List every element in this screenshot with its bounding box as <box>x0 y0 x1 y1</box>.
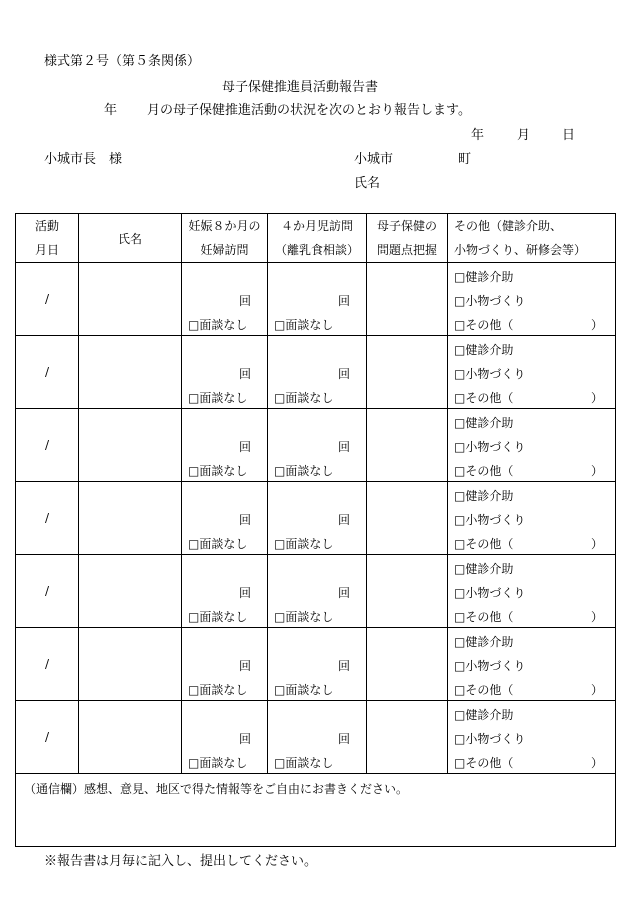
count-unit: 回 <box>238 659 251 673</box>
table-row <box>16 555 616 628</box>
craft-making-checkbox[interactable]: □小物づくり <box>454 732 526 746</box>
count-unit: 回 <box>238 732 251 746</box>
other-checkbox[interactable]: □その他（ <box>454 683 514 697</box>
other-cell <box>448 409 616 482</box>
name-label: 氏名 <box>354 176 381 191</box>
no-meeting-checkbox[interactable]: □面談なし <box>188 391 248 405</box>
note-row <box>16 774 616 847</box>
other-checkbox[interactable]: □その他（ <box>454 756 514 770</box>
form-number: 様式第２号（第５条関係） <box>44 54 201 69</box>
problem-cell[interactable] <box>367 482 448 555</box>
checkup-assist-checkbox[interactable]: □健診介助 <box>454 489 514 503</box>
header-infant-visit: ４か月児訪問 （離乳食相談） <box>268 214 367 263</box>
pregnant-visit-cell[interactable] <box>182 263 268 336</box>
infant-visit-cell[interactable] <box>268 409 367 482</box>
date-year-label: 年 <box>471 128 485 143</box>
infant-visit-cell[interactable] <box>268 336 367 409</box>
other-cell <box>448 263 616 336</box>
count-unit: 回 <box>337 586 350 600</box>
infant-visit-cell[interactable] <box>268 482 367 555</box>
craft-making-checkbox[interactable]: □小物づくり <box>454 586 526 600</box>
no-meeting-checkbox[interactable]: □面談なし <box>188 683 248 697</box>
intro-year: 年 <box>104 103 118 118</box>
intro-text: 月の母子保健推進活動の状況を次のとおり報告します。 <box>147 103 471 118</box>
date-month-label: 月 <box>517 128 531 143</box>
checkup-assist-checkbox[interactable]: □健診介助 <box>454 708 514 722</box>
activity-table <box>15 213 616 847</box>
count-unit: 回 <box>238 367 251 381</box>
table-row <box>16 409 616 482</box>
no-meeting-checkbox[interactable]: □面談なし <box>274 391 334 405</box>
checkup-assist-checkbox[interactable]: □健診介助 <box>454 416 514 430</box>
count-unit: 回 <box>337 732 350 746</box>
name-cell[interactable] <box>79 409 182 482</box>
problem-cell[interactable] <box>367 263 448 336</box>
date-cell[interactable]: / <box>16 409 79 482</box>
other-paren-close: ） <box>590 464 603 478</box>
form-title: 母子保健推進員活動報告書 <box>222 80 379 95</box>
date-cell[interactable]: / <box>16 263 79 336</box>
date-day-label: 日 <box>562 128 576 143</box>
count-unit: 回 <box>238 294 251 308</box>
table-row <box>16 701 616 774</box>
table-header <box>16 214 616 263</box>
other-paren-close: ） <box>590 610 603 624</box>
craft-making-checkbox[interactable]: □小物づくり <box>454 659 526 673</box>
header-name: 氏名 <box>79 214 182 263</box>
header-problem: 母子保健の 問題点把握 <box>367 214 448 263</box>
no-meeting-checkbox[interactable]: □面談なし <box>274 464 334 478</box>
count-unit: 回 <box>337 513 350 527</box>
problem-cell[interactable] <box>367 628 448 701</box>
craft-making-checkbox[interactable]: □小物づくり <box>454 440 526 454</box>
no-meeting-checkbox[interactable]: □面談なし <box>188 610 248 624</box>
count-unit: 回 <box>337 659 350 673</box>
pregnant-visit-cell[interactable] <box>182 409 268 482</box>
header-pregnant-visit: 妊娠８か月の 妊婦訪問 <box>182 214 268 263</box>
addressee: 小城市長 様 <box>44 152 123 167</box>
no-meeting-checkbox[interactable]: □面談なし <box>188 464 248 478</box>
other-cell <box>448 628 616 701</box>
pregnant-visit-cell[interactable] <box>182 701 268 774</box>
other-checkbox[interactable]: □その他（ <box>454 318 514 332</box>
count-unit: 回 <box>238 513 251 527</box>
header-other: その他（健診介助、 小物づくり、研修会等） <box>448 214 616 263</box>
checkup-assist-checkbox[interactable]: □健診介助 <box>454 343 514 357</box>
infant-visit-cell[interactable] <box>268 263 367 336</box>
other-checkbox[interactable]: □その他（ <box>454 610 514 624</box>
date-cell[interactable]: / <box>16 628 79 701</box>
city-label: 小城市 <box>354 152 394 167</box>
footer-note: ※報告書は月毎に記入し、提出してください。 <box>44 854 318 869</box>
table-row <box>16 336 616 409</box>
other-paren-close: ） <box>590 683 603 697</box>
pregnant-visit-cell[interactable] <box>182 628 268 701</box>
no-meeting-checkbox[interactable]: □面談なし <box>274 610 334 624</box>
craft-making-checkbox[interactable]: □小物づくり <box>454 367 526 381</box>
pregnant-visit-cell[interactable] <box>182 482 268 555</box>
no-meeting-checkbox[interactable]: □面談なし <box>274 683 334 697</box>
other-cell <box>448 336 616 409</box>
other-paren-close: ） <box>590 318 603 332</box>
other-cell <box>448 482 616 555</box>
other-cell <box>448 555 616 628</box>
no-meeting-checkbox[interactable]: □面談なし <box>188 756 248 770</box>
date-cell[interactable]: / <box>16 701 79 774</box>
other-checkbox[interactable]: □その他（ <box>454 391 514 405</box>
count-unit: 回 <box>337 294 350 308</box>
infant-visit-cell[interactable] <box>268 628 367 701</box>
no-meeting-checkbox[interactable]: □面談なし <box>274 318 334 332</box>
infant-visit-cell[interactable] <box>268 555 367 628</box>
no-meeting-checkbox[interactable]: □面談なし <box>188 318 248 332</box>
other-checkbox[interactable]: □その他（ <box>454 464 514 478</box>
date-cell[interactable]: / <box>16 336 79 409</box>
problem-cell[interactable] <box>367 409 448 482</box>
no-meeting-checkbox[interactable]: □面談なし <box>274 756 334 770</box>
name-cell[interactable] <box>79 701 182 774</box>
table-row <box>16 628 616 701</box>
note-text: （通信欄）感想、意見、地区で得た情報等をご自由にお書きください。 <box>24 782 409 796</box>
count-unit: 回 <box>238 586 251 600</box>
name-cell[interactable] <box>79 482 182 555</box>
count-unit: 回 <box>238 440 251 454</box>
table-row <box>16 263 616 336</box>
other-paren-close: ） <box>590 537 603 551</box>
craft-making-checkbox[interactable]: □小物づくり <box>454 294 526 308</box>
infant-visit-cell[interactable] <box>268 701 367 774</box>
problem-cell[interactable] <box>367 336 448 409</box>
other-checkbox[interactable]: □その他（ <box>454 537 514 551</box>
problem-cell[interactable] <box>367 555 448 628</box>
note-field[interactable] <box>16 774 616 847</box>
header-activity-date: 活動 月日 <box>16 214 79 263</box>
checkup-assist-checkbox[interactable]: □健診介助 <box>454 635 514 649</box>
table-row <box>16 482 616 555</box>
other-paren-close: ） <box>590 756 603 770</box>
town-label: 町 <box>458 152 472 167</box>
name-cell[interactable] <box>79 336 182 409</box>
checkup-assist-checkbox[interactable]: □健診介助 <box>454 270 514 284</box>
name-cell[interactable] <box>79 555 182 628</box>
problem-cell[interactable] <box>367 701 448 774</box>
no-meeting-checkbox[interactable]: □面談なし <box>188 537 248 551</box>
other-cell <box>448 701 616 774</box>
pregnant-visit-cell[interactable] <box>182 555 268 628</box>
pregnant-visit-cell[interactable] <box>182 336 268 409</box>
no-meeting-checkbox[interactable]: □面談なし <box>274 537 334 551</box>
name-cell[interactable] <box>79 263 182 336</box>
count-unit: 回 <box>337 440 350 454</box>
other-paren-close: ） <box>590 391 603 405</box>
date-cell[interactable]: / <box>16 555 79 628</box>
count-unit: 回 <box>337 367 350 381</box>
craft-making-checkbox[interactable]: □小物づくり <box>454 513 526 527</box>
checkup-assist-checkbox[interactable]: □健診介助 <box>454 562 514 576</box>
date-cell[interactable]: / <box>16 482 79 555</box>
name-cell[interactable] <box>79 628 182 701</box>
